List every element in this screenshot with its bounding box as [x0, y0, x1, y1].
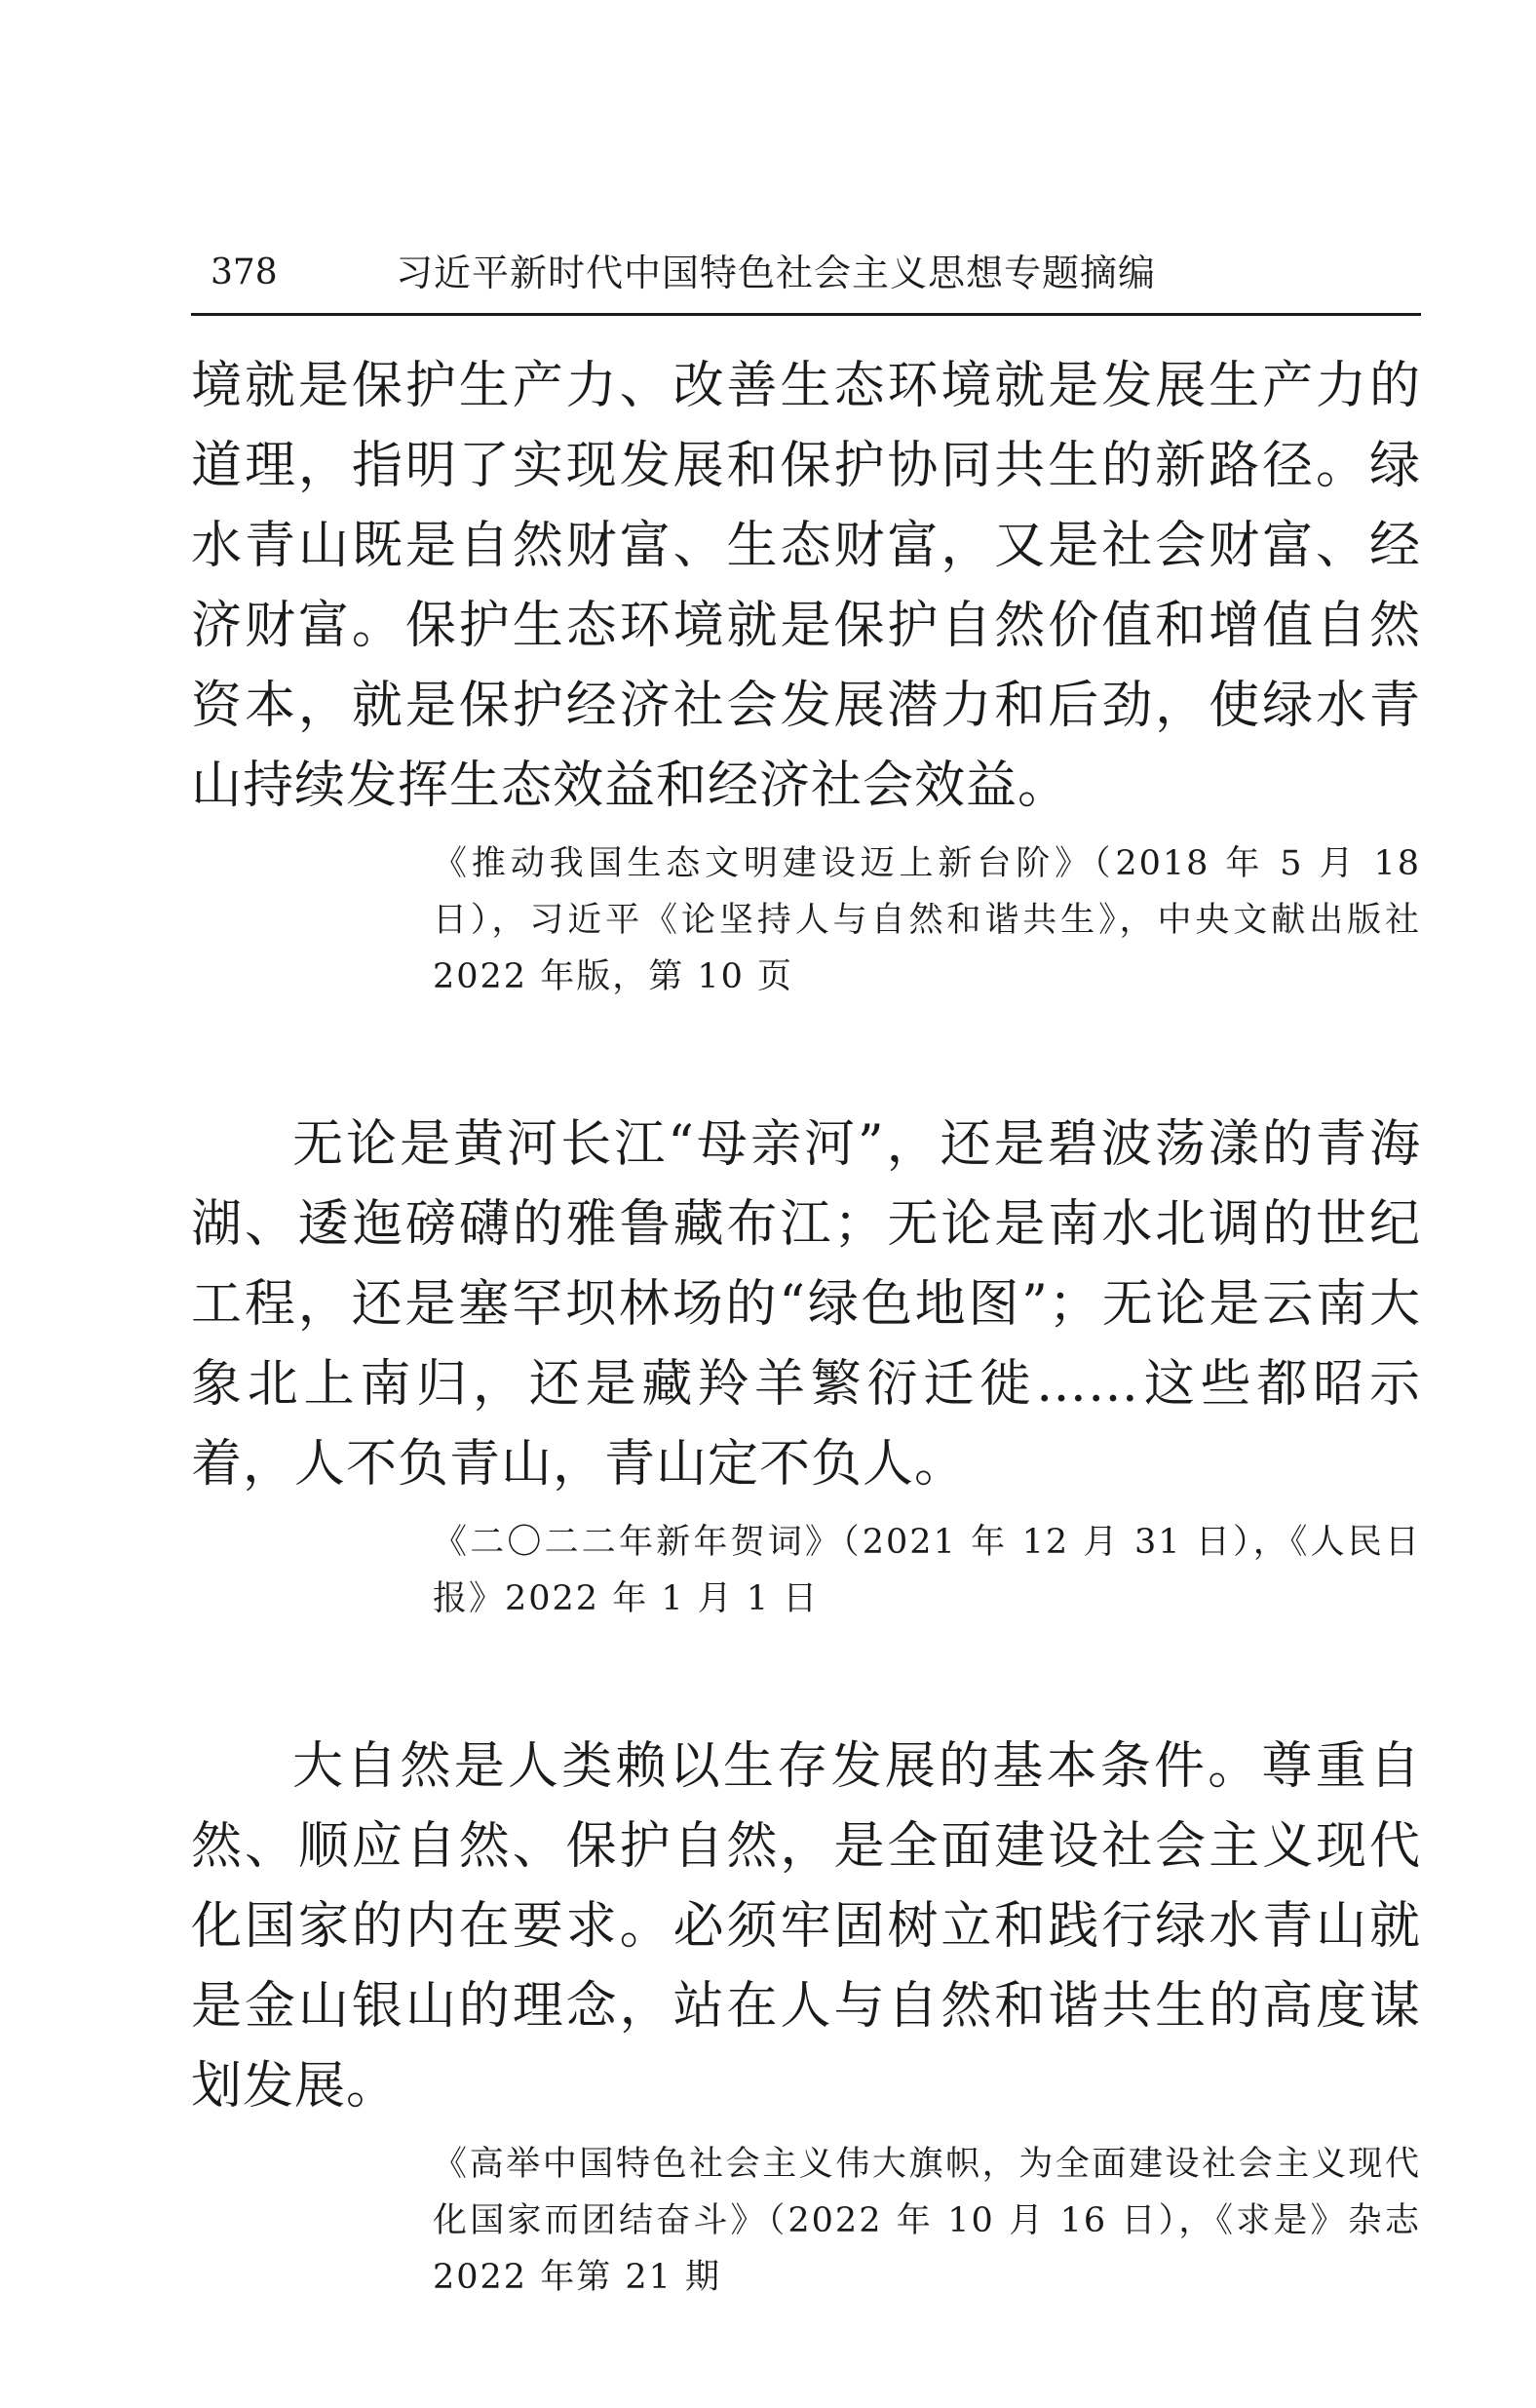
page-content: [191, 346, 1421, 2306]
block-spacer: [191, 1627, 1421, 1727]
quote-source: 《高举中国特色社会主义伟大旗帜，为全面建设社会主义现代化国家而团结奋斗》（2022 年 10 月 16 日），《求是》杂志 2022 年第 21 期: [433, 2145, 1421, 2297]
page-header: [191, 242, 1421, 316]
page-number: 378: [211, 252, 278, 292]
header-rule: [191, 313, 1421, 316]
quote-source: 《二〇二二年新年贺词》（2021 年 12 月 31 日），《人民日报》2022 年 1 月 1 日: [433, 1523, 1421, 1618]
quote-paragraph: 境就是保护生产力、改善生态环境就是发展生产力的道理，指明了实现发展和保护协同共生的新路径。绿水青山既是自然财富、生态财富，又是社会财富、经济财富。保护生态环境就是保护自然价值和增值自然资本，就是保护经济社会发展潜力和后劲，使绿水青山持续发挥生态效益和经济社会效益。: [191, 357, 1421, 815]
quote-paragraph: 大自然是人类赖以生存发展的基本条件。尊重自然、顺应自然、保护自然，是全面建设社会主义现代化国家的内在要求。必须牢固树立和践行绿水青山就是金山银山的理念，站在人与自然和谐共生的高度谋划发展。: [191, 1737, 1421, 2116]
block-spacer: [191, 1005, 1421, 1105]
running-title: 习近平新时代中国特色社会主义思想专题摘编: [396, 252, 1157, 294]
quote-source: 《推动我国生态文明建设迈上新台阶》（2018 年 5 月 18 日），习近平《论坚持人与自然和谐共生》，中央文献出版社 2022 年版，第 10 页: [433, 844, 1421, 996]
quote-paragraph: 无论是黄河长江“母亲河”，还是碧波荡漾的青海湖、逶迤磅礴的雅鲁藏布江；无论是南水北调的世纪工程，还是塞罕坝林场的“绿色地图”；无论是云南大象北上南归，还是藏羚羊繁衍迁徙……这些都昭示着，人不负青山，青山定不负人。: [191, 1115, 1421, 1494]
